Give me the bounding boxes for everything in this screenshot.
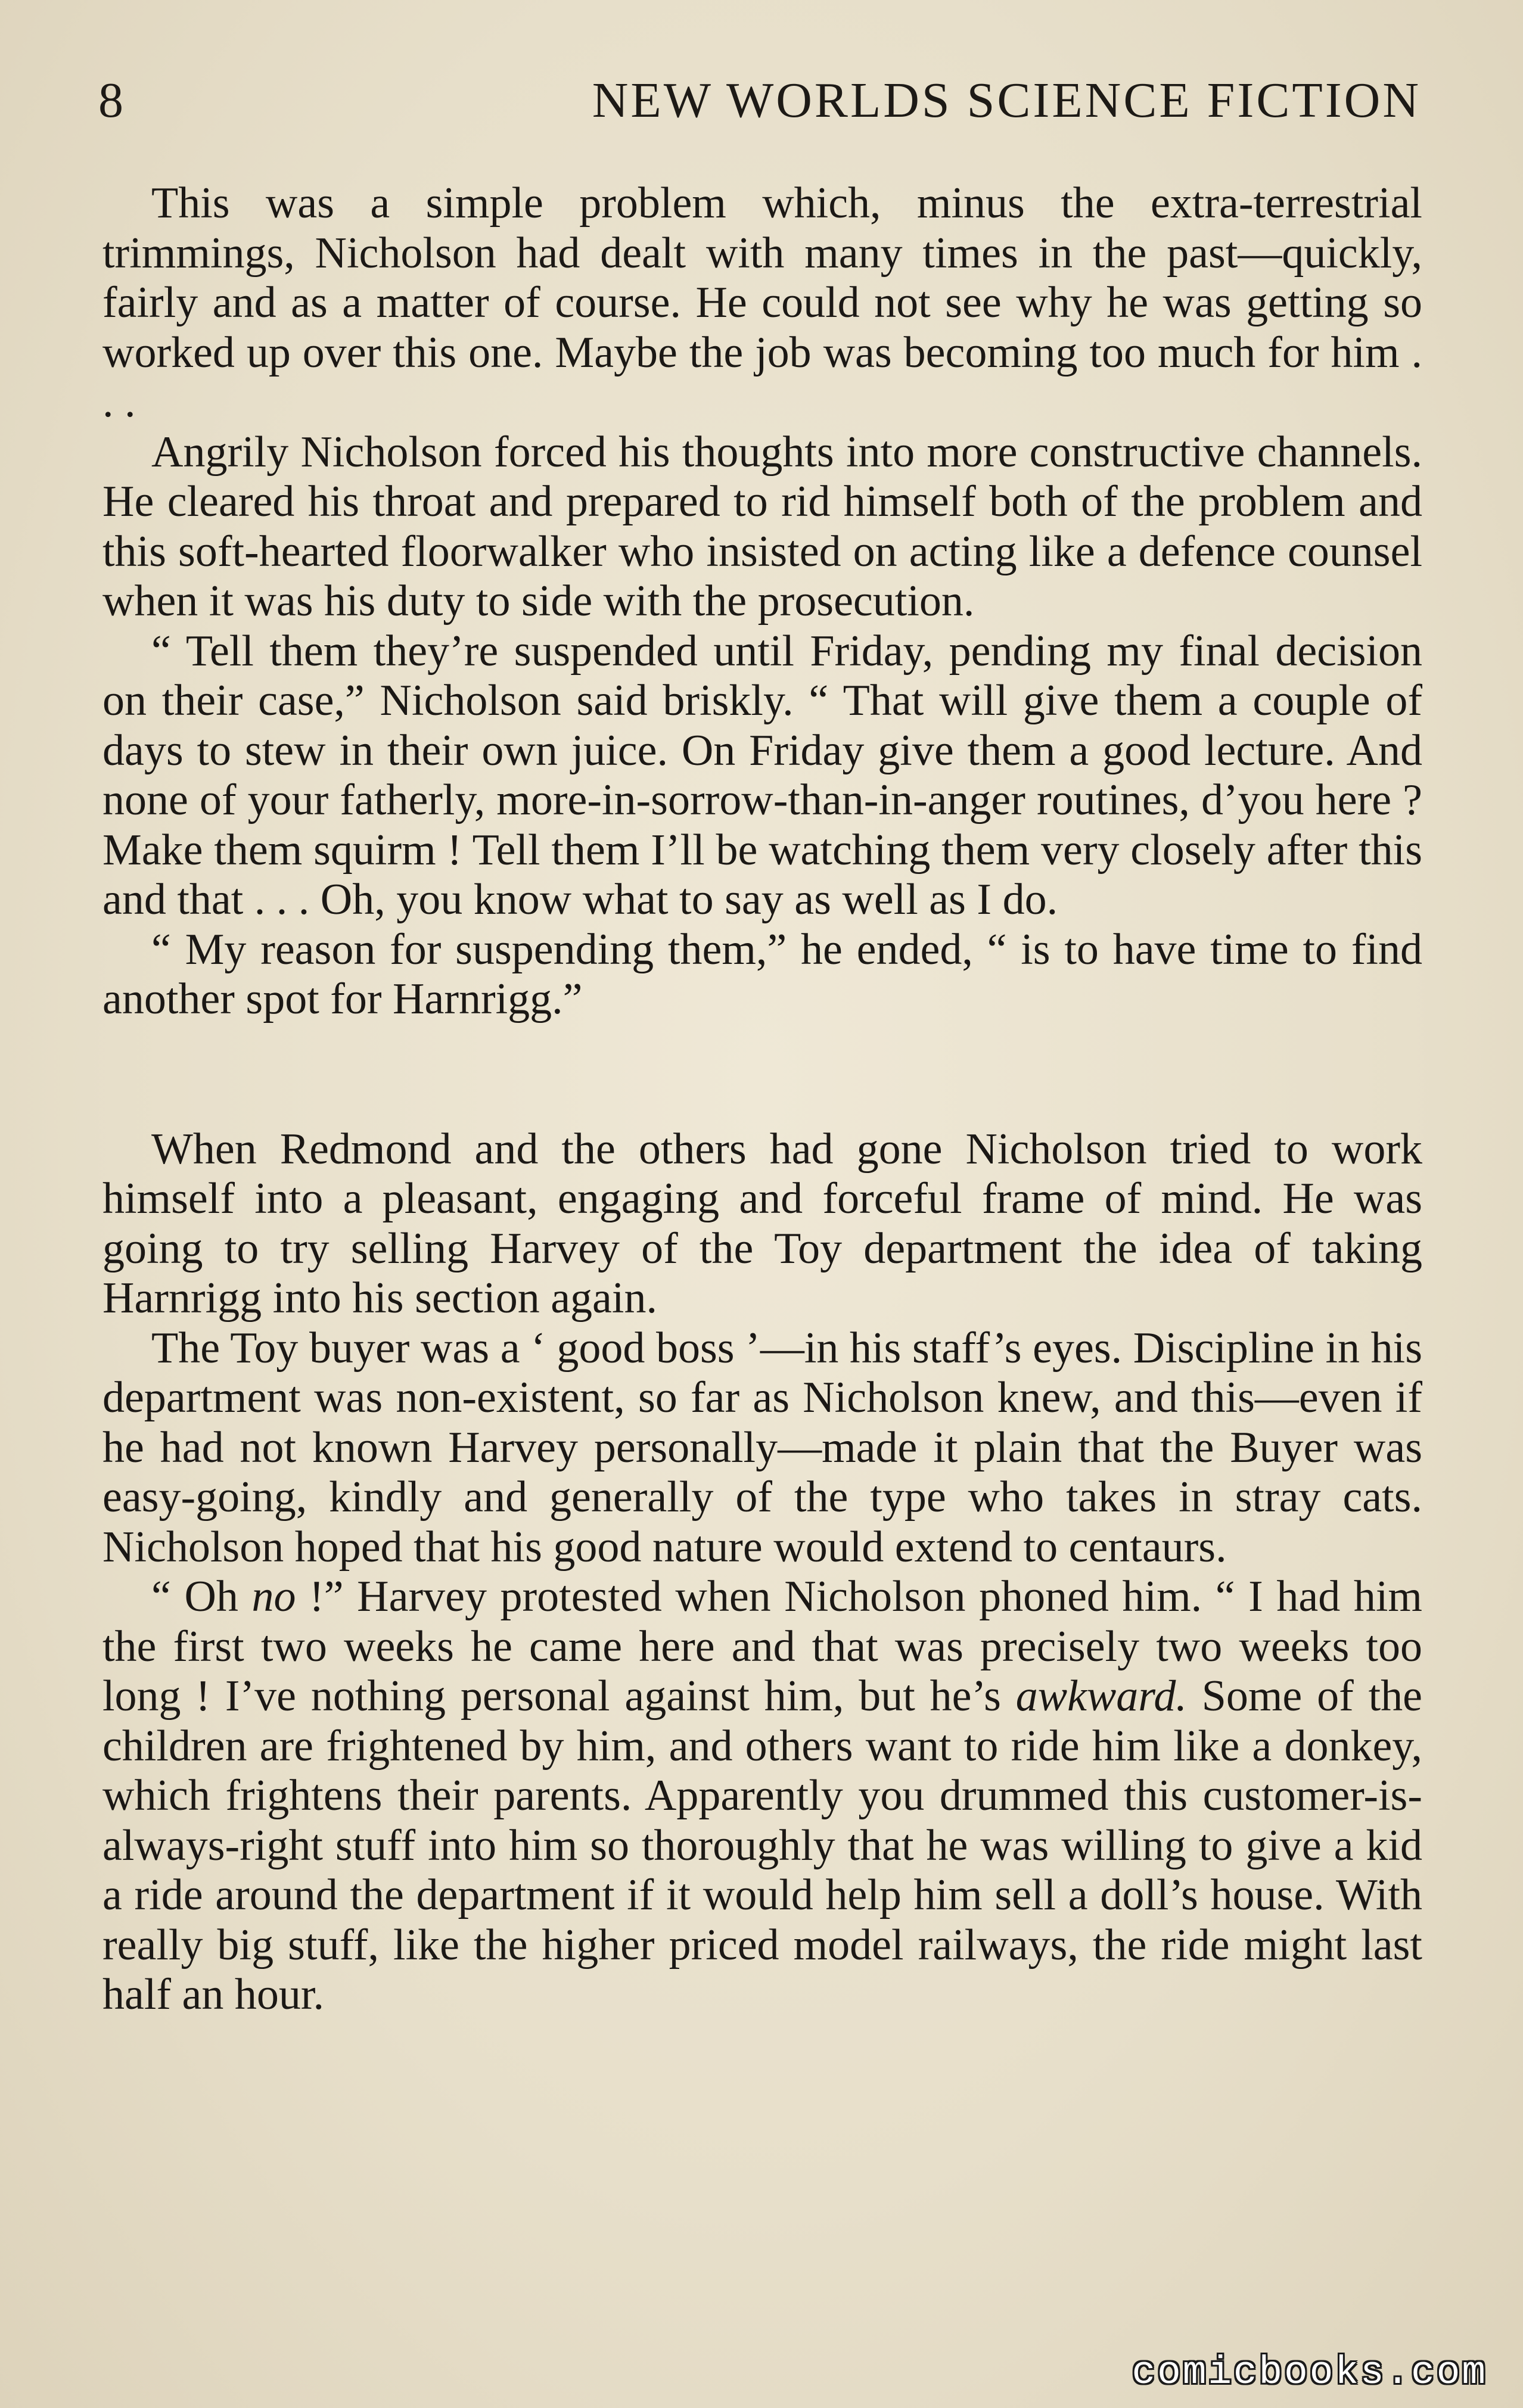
section-break (102, 1025, 1422, 1125)
page-number: 8 (98, 73, 125, 128)
paragraph: The Toy buyer was a ‘ good boss ’—in his staff’s eyes. Discipline in his department was non-existent, so far as Nicholson knew, and this—even if he had not known Harvey personally—made it plain that the Buyer was easy-going, kindly and generally of the type who takes in stray cats. Nicholson hoped that his good nature would extend to centaurs. (102, 1323, 1422, 1572)
story-text (102, 179, 1422, 2020)
text-run: Some of the children are frightened by him, and others want to ride him like a donkey, which frightens their parents. Apparently you drummed this customer-is-always-right stuff into him so thoroughly that he was willing to give a kid a ride around the department if it would help him sell a doll’s house. With really big stuff, like the higher priced model railways, the ride might last half an hour. (102, 1672, 1422, 2019)
paragraph-harvey (102, 1572, 1422, 2020)
paragraph: “ Tell them they’re suspended until Friday, pending my final decision on their case,” Nicholson said briskly. “ That will give them a couple of days to stew in their own juice. On Friday give them a good lecture. And none of your fatherly, more-in-sorrow-than-in-anger routines, d’you here ? Make them squirm ! Tell them I’ll be watching them very closely after this and that . . . Oh, you know what to say as well as I do. (102, 626, 1422, 924)
paragraph: This was a simple problem which, minus the extra-terrestrial trimmings, Nicholson had dealt with many times in the past—quickly, fairly and as a matter of course. He could not see why he was getting so worked up over this one. Maybe the job was becoming too much for him . . . (102, 179, 1422, 427)
paragraph: When Redmond and the others had gone Nicholson tried to work himself into a pleasant, engaging and forceful frame of mind. He was going to try selling Harvey of the Toy department the idea of taking Harnrigg into his section again. (102, 1124, 1422, 1323)
page-header (98, 71, 1421, 143)
watermark: comicbooks.com (1132, 2350, 1487, 2395)
text-run: “ Oh (151, 1572, 252, 1621)
paragraph: Angrily Nicholson forced his thoughts into more constructive channels. He cleared his throat and prepared to rid himself both of the problem and this soft-hearted floorwalker who insisted on acting like a defence counsel when it was his duty to side with the prosecution. (102, 427, 1422, 626)
paragraph: “ My reason for suspending them,” he ended, “ is to have time to find another spot for Harnrigg.” (102, 925, 1422, 1023)
italic-run: awkward. (1015, 1672, 1187, 1721)
text-run: !” Harvey protested when Nicholson phoned him. “ I had him the first two weeks he came here and that was precisely two weeks too long ! I’ve nothing personal against him, but he’s (102, 1572, 1422, 1721)
italic-run: no (251, 1572, 296, 1621)
running-title: NEW WORLDS SCIENCE FICTION (592, 73, 1421, 128)
